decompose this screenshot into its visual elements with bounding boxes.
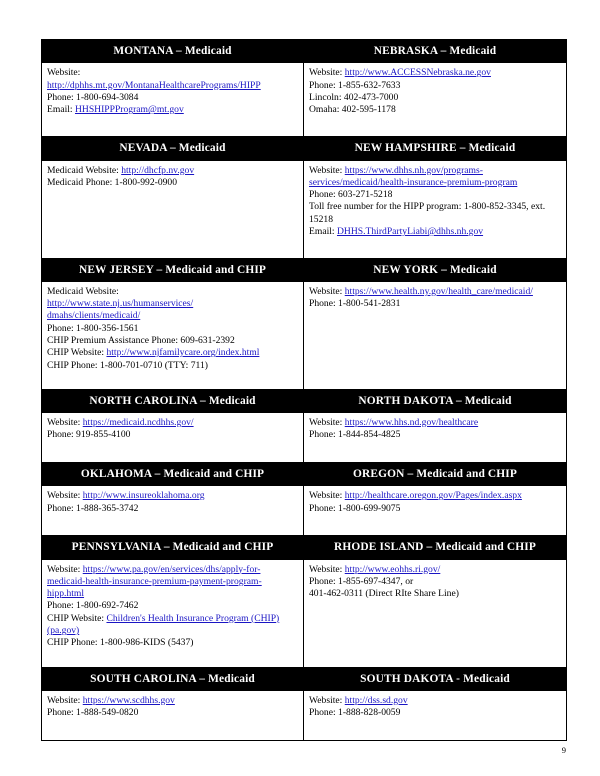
table-row [42,63,567,137]
contact-link[interactable]: DHHS.ThirdPartyLiabi@dhhs.nh.gov [336,226,484,238]
contact-link[interactable]: https://www.pa.gov/en/services/dhs/apply-for- [82,563,261,575]
page-number: 9 [561,745,566,755]
contact-text: Email: [309,226,337,238]
contact-line [309,201,561,213]
state-contact-cell [304,486,567,536]
state-header-cell: MONTANA – Medicaid [42,40,304,63]
contact-text: Website: [47,490,83,502]
contact-line [47,429,298,441]
contact-line [309,588,561,600]
contact-text: CHIP Website: [47,347,107,359]
table-row [42,160,567,258]
contact-text: Website: [309,417,345,428]
contact-text: Website: [309,563,345,575]
contact-link[interactable]: https://www.hhs.nd.gov/healthcare [344,417,479,428]
contact-link[interactable]: services/medicaid/health-insurance-premium-program [309,176,518,188]
state-header-cell: NEVADA – Medicaid [42,137,304,160]
contact-text: CHIP Phone: 1-800-986-KIDS (5437) [47,637,194,649]
table-header-row [42,40,567,63]
contact-text: Phone: 1-855-632-7633 [309,79,401,91]
table-header-row [42,463,567,486]
table-row [42,281,567,389]
contact-link[interactable]: https://medicaid.ncdhhs.gov/ [82,417,194,428]
table-row [42,413,567,463]
contact-line [309,189,561,201]
contact-line [47,613,298,625]
state-table-body [42,40,567,741]
contact-text: Phone: 603-271-5218 [309,189,393,201]
contact-text: Website: [47,67,81,79]
state-contact-cell [42,413,304,463]
contact-text: Website: [309,164,345,176]
state-contact-cell [42,559,304,667]
contact-text: Website: [47,694,83,706]
contact-line [309,214,561,226]
state-header-cell: NORTH DAKOTA – Medicaid [304,389,567,412]
contact-line [47,335,298,347]
contact-text: Website: [309,490,345,502]
contact-link[interactable]: http://www.njfamilycare.org/index.html [106,347,260,359]
contact-line [47,360,298,372]
contact-line [309,104,561,116]
contact-link[interactable]: Children's Health Insurance Program (CHIP) [106,612,280,624]
table-header-row [42,258,567,281]
state-header-cell: SOUTH DAKOTA - Medicaid [304,667,567,690]
contact-line [47,310,298,322]
contact-line [47,707,298,719]
contact-line [309,564,561,576]
table-header-row [42,137,567,160]
contact-text: Website: [309,694,345,706]
contact-text: Website: [309,285,345,297]
contact-line [47,564,298,576]
contact-text: CHIP Phone: 1-800-701-0710 (TTY: 711) [47,359,208,371]
contact-line [47,286,298,298]
contact-line [309,286,561,298]
contact-text: Medicaid Website: [47,285,119,297]
contact-line [309,490,561,502]
contact-link[interactable]: https://www.health.ny.gov/health_care/medicaid/ [344,285,533,297]
state-contact-cell [42,486,304,536]
contact-text: Phone: 919-855-4100 [47,429,131,441]
contact-text: Phone: 1-888-365-3742 [47,502,139,514]
state-header-cell: NEW YORK – Medicaid [304,258,567,281]
state-contact-cell [42,160,304,258]
state-contact-cell [304,63,567,137]
contact-line [309,226,561,238]
contact-text: Phone: 1-800-356-1561 [47,322,139,334]
contact-text: Phone: 1-800-692-7462 [47,600,139,612]
state-header-cell: OKLAHOMA – Medicaid and CHIP [42,463,304,486]
contact-text: Phone: 1-844-854-4825 [309,429,401,441]
table-header-row [42,536,567,559]
contact-link[interactable]: https://www.scdhhs.gov [82,694,175,706]
contact-link[interactable]: http://dhcfp.nv.gov [121,164,195,176]
state-header-cell: OREGON – Medicaid and CHIP [304,463,567,486]
state-header-cell: NEW JERSEY – Medicaid and CHIP [42,258,304,281]
state-contact-cell [304,413,567,463]
contact-link[interactable]: http://www.insureoklahoma.org [82,490,205,502]
contact-line [47,588,298,600]
table-row [42,690,567,740]
contact-line [309,576,561,588]
contact-text: Website: [47,417,83,428]
contact-line [309,417,561,429]
contact-link[interactable]: http://www.eohhs.ri.gov/ [344,563,441,575]
contact-line [309,503,561,515]
state-contact-cell [42,63,304,137]
contact-link[interactable]: medicaid-health-insurance-premium-payment-program- [47,575,262,587]
contact-line [47,80,298,92]
contact-line [47,600,298,612]
contact-line [309,429,561,441]
contact-text: Phone: 1-800-694-3084 [47,91,139,103]
contact-line [47,503,298,515]
contact-link[interactable]: http://www.state.nj.us/humanservices/ [47,298,194,310]
contact-text: Medicaid Phone: 1-800-992-0900 [47,176,178,188]
contact-link[interactable]: hipp.html [47,588,85,600]
contact-line [47,637,298,649]
contact-text: Phone: 1-888-828-0059 [309,707,401,719]
state-header-cell: SOUTH CAROLINA – Medicaid [42,667,304,690]
state-header-cell: NORTH CAROLINA – Medicaid [42,389,304,412]
contact-line [309,707,561,719]
contact-text: Email: [47,104,75,116]
table-row [42,486,567,536]
contact-link[interactable]: HHSHIPPProgram@mt.gov [74,104,184,116]
contact-text: Website: [47,563,83,575]
contact-line [309,80,561,92]
contact-text: Phone: 1-888-549-0820 [47,707,139,719]
contact-text: Lincoln: 402-473-7000 [309,91,399,103]
contact-link[interactable]: http://healthcare.oregon.gov/Pages/index.aspx [344,490,522,502]
contact-line [47,92,298,104]
contact-line [47,298,298,310]
contact-link[interactable]: http://www.ACCESSNebraska.ne.gov [344,67,491,79]
contact-link[interactable]: http://dphhs.mt.gov/MontanaHealthcarePrograms/HIPP [47,79,261,91]
state-contact-cell [304,690,567,740]
contact-line [309,165,561,177]
contact-line [47,576,298,588]
state-header-cell: PENNSYLVANIA – Medicaid and CHIP [42,536,304,559]
contact-text: Toll free number for the HIPP program: 1-800-852-3345, ext. [309,201,546,213]
contact-line [47,323,298,335]
contact-line [309,67,561,79]
state-header-cell: RHODE ISLAND – Medicaid and CHIP [304,536,567,559]
contact-line [47,490,298,502]
state-contact-cell [304,160,567,258]
state-contact-table [41,39,567,741]
contact-link[interactable]: dmahs/clients/medicaid/ [47,310,141,322]
contact-text: Phone: 1-800-541-2831 [309,298,401,310]
contact-text: 15218 [309,213,333,225]
contact-line [309,695,561,707]
contact-text: Phone: 1-800-699-9075 [309,502,401,514]
contact-line [47,625,298,637]
contact-text: Medicaid Website: [47,164,122,176]
contact-line [47,104,298,116]
contact-text: Phone: 1-855-697-4347, or [309,575,414,587]
contact-link[interactable]: http://dss.sd.gov [344,694,408,706]
contact-line [47,165,298,177]
table-header-row [42,667,567,690]
contact-line [47,417,298,429]
contact-line [309,298,561,310]
contact-text: CHIP Premium Assistance Phone: 609-631-2392 [47,335,235,346]
state-contact-cell [304,559,567,667]
contact-text: Omaha: 402-595-1178 [309,104,396,116]
contact-text: Website: [309,67,345,79]
contact-line [47,67,298,79]
state-header-cell: NEW HAMPSHIRE – Medicaid [304,137,567,160]
contact-line [47,347,298,359]
contact-link[interactable]: (pa.gov) [47,625,80,637]
contact-text: CHIP Website: [47,612,107,624]
state-contact-cell [42,281,304,389]
state-contact-cell [304,281,567,389]
contact-line [309,177,561,189]
contact-line [47,177,298,189]
contact-text: 401-462-0311 (Direct RIte Share Line) [309,588,459,600]
state-header-cell: NEBRASKA – Medicaid [304,40,567,63]
state-contact-cell [42,690,304,740]
contact-link[interactable]: https://www.dhhs.nh.gov/programs- [344,164,483,176]
table-row [42,559,567,667]
contact-line [47,695,298,707]
contact-line [309,92,561,104]
table-header-row [42,389,567,412]
